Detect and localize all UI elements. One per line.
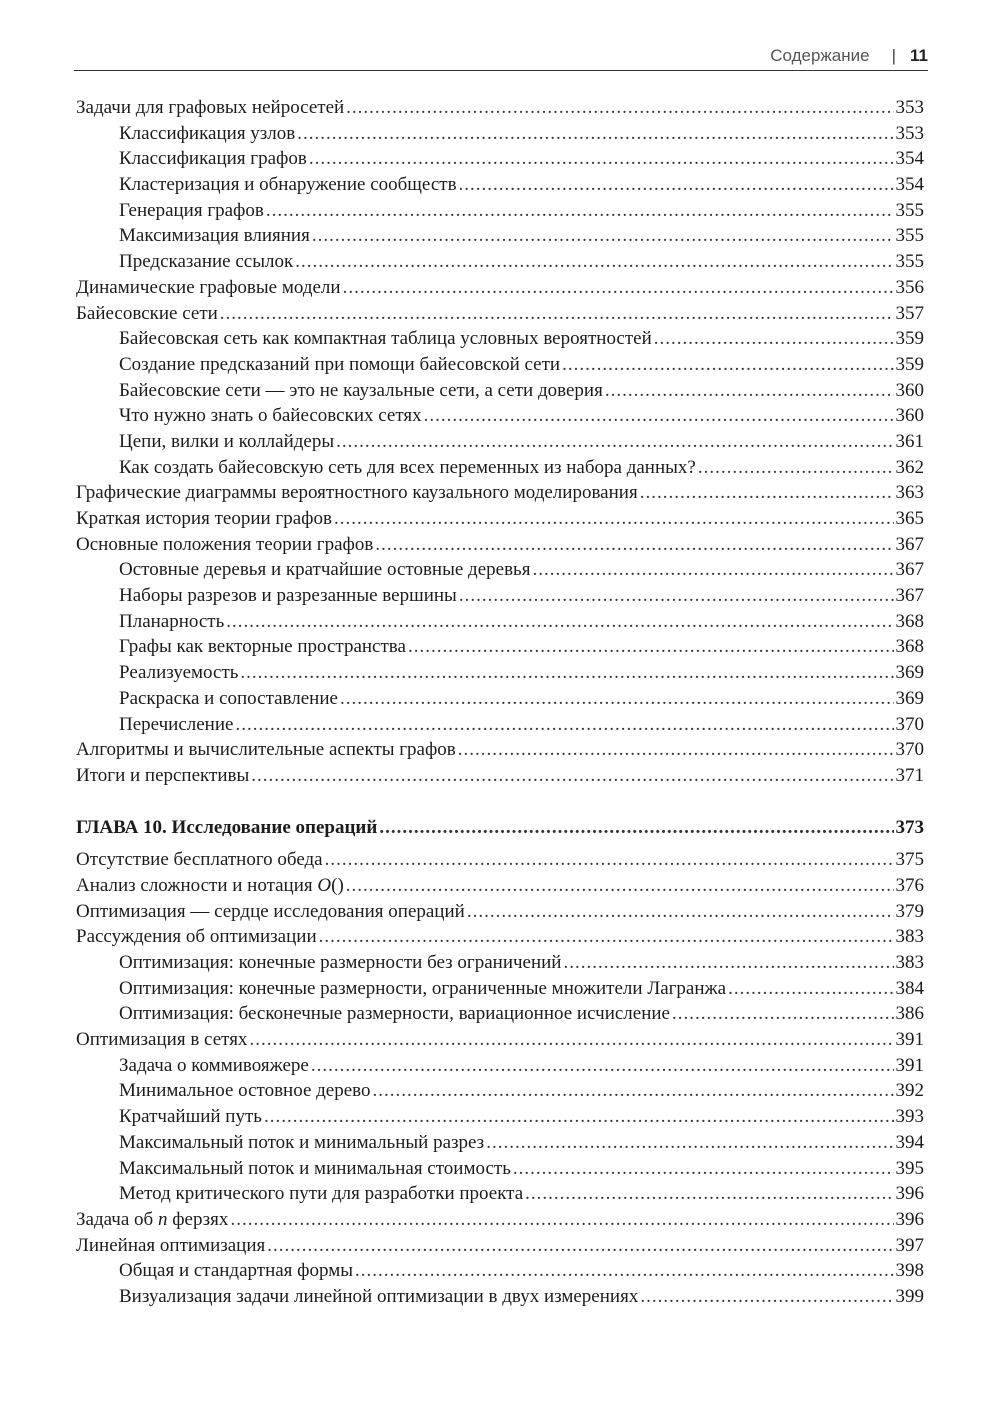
toc-leader-dots bbox=[486, 1130, 893, 1156]
toc-entry-page: 393 bbox=[895, 1106, 924, 1128]
toc-entry-title: Краткая история теории графов bbox=[76, 508, 332, 529]
toc-leader-dots bbox=[334, 506, 894, 532]
toc-entry bbox=[76, 429, 924, 455]
toc-leader-dots bbox=[459, 583, 894, 609]
toc-entry-page: 396 bbox=[895, 1208, 924, 1230]
toc-leader-dots bbox=[340, 686, 894, 712]
toc-leader-dots bbox=[654, 326, 894, 352]
toc-entry bbox=[76, 583, 924, 609]
toc-leader-dots bbox=[267, 1233, 893, 1259]
toc-entry-title: Оптимизация — сердце исследования операций bbox=[76, 900, 465, 922]
toc-entry-title: Линейная оптимизация bbox=[76, 1234, 266, 1256]
toc-entry bbox=[76, 712, 924, 738]
toc-entry-page: 383 bbox=[895, 952, 924, 973]
toc-entry-page: 362 bbox=[895, 456, 924, 478]
toc-entry-page: 370 bbox=[895, 713, 924, 735]
toc-leader-dots bbox=[563, 950, 893, 976]
toc-leader-dots bbox=[311, 1053, 894, 1079]
toc-entry-page: 360 bbox=[895, 379, 924, 401]
toc-entry-page: 355 bbox=[895, 225, 924, 247]
toc-entry-page: 363 bbox=[895, 482, 924, 504]
toc-leader-dots bbox=[698, 455, 894, 481]
toc-entry bbox=[76, 976, 924, 1002]
toc-entry-page: 371 bbox=[895, 764, 924, 786]
toc-entry-page: 359 bbox=[895, 353, 924, 375]
toc-entry bbox=[76, 403, 924, 429]
toc-entry-title: Байесовская сеть как компактная таблица условных вероятностей bbox=[119, 328, 652, 350]
toc-leader-dots bbox=[249, 1027, 893, 1053]
toc-leader-dots bbox=[325, 847, 894, 873]
toc-leader-dots bbox=[513, 1156, 894, 1182]
toc-entry-title: Оптимизация: конечные размерности, ограниченные множители Лагранжа bbox=[119, 977, 727, 999]
toc-entry bbox=[76, 223, 924, 249]
toc-entry bbox=[76, 1130, 924, 1156]
toc-entry-title: Перечисление bbox=[119, 713, 234, 735]
toc-entry bbox=[76, 557, 924, 583]
toc-entry bbox=[76, 121, 924, 147]
toc-entry-title: Алгоритмы и вычислительные аспекты графов bbox=[76, 739, 456, 761]
header-separator: | bbox=[891, 46, 897, 65]
toc-entry-page: 353 bbox=[895, 122, 924, 144]
toc-entry-title: Графы как векторные пространства bbox=[119, 636, 406, 658]
toc-entry-page: 397 bbox=[895, 1234, 924, 1256]
toc-leader-dots bbox=[424, 403, 894, 429]
toc-leader-dots bbox=[346, 873, 894, 899]
toc-entry-title: Байесовские сети — это не каузальные сети, а сети доверия bbox=[119, 379, 603, 401]
toc-entry-title: Динамические графовые модели bbox=[76, 276, 341, 298]
toc-entry bbox=[76, 847, 924, 873]
toc-entry bbox=[76, 609, 924, 635]
toc-entry-page: 399 bbox=[895, 1285, 924, 1307]
toc-entry-title: Раскраска и сопоставление bbox=[119, 687, 338, 709]
toc-entry bbox=[76, 378, 924, 404]
toc-leader-dots bbox=[672, 1001, 894, 1027]
toc-entry-title: Что нужно знать о байесовских сетях bbox=[119, 405, 422, 427]
toc-entry-page: 369 bbox=[895, 687, 924, 709]
toc-entry bbox=[76, 950, 924, 976]
toc-leader-dots bbox=[467, 899, 894, 925]
toc-entry-title: Максимизация влияния bbox=[119, 225, 310, 247]
toc-leader-dots bbox=[375, 532, 893, 558]
toc-entry-title: Максимальный поток и минимальный разрез bbox=[119, 1131, 485, 1153]
toc-entry-page: 368 bbox=[895, 610, 924, 632]
toc-entry-page: 379 bbox=[895, 900, 924, 922]
toc-entry bbox=[76, 1104, 924, 1130]
toc-entry-title: Предсказание ссылок bbox=[119, 251, 294, 273]
toc-entry-title: Кластеризация и обнаружение сообществ bbox=[119, 174, 457, 196]
toc-entry-title: Кратчайший путь bbox=[119, 1106, 262, 1128]
header-page-number: 11 bbox=[910, 46, 928, 65]
toc-leader-dots bbox=[220, 301, 894, 327]
toc-entry bbox=[76, 1078, 924, 1104]
toc-leader-dots bbox=[640, 1284, 893, 1310]
toc-entry bbox=[76, 506, 924, 532]
toc-entry bbox=[76, 1181, 924, 1207]
toc-entry-title: Минимальное остовное дерево bbox=[119, 1080, 371, 1102]
toc-entry-page: 383 bbox=[895, 926, 924, 948]
toc-entry-page: 355 bbox=[895, 251, 924, 273]
toc-leader-dots bbox=[379, 815, 893, 841]
toc-entry-page: 359 bbox=[895, 328, 924, 350]
toc-entry-page: 367 bbox=[895, 585, 924, 607]
toc-leader-dots bbox=[525, 1181, 893, 1207]
toc-chapter-entry bbox=[76, 815, 924, 841]
toc-entry bbox=[76, 1233, 924, 1259]
toc-entry bbox=[76, 326, 924, 352]
toc-entry-page: 375 bbox=[895, 849, 924, 871]
toc-entry bbox=[76, 172, 924, 198]
toc-entry-page: 353 bbox=[895, 97, 924, 118]
toc-entry-page: 367 bbox=[895, 559, 924, 581]
toc-entry bbox=[76, 95, 924, 121]
toc-entry bbox=[76, 1001, 924, 1027]
toc-entry-page: 394 bbox=[895, 1131, 924, 1153]
toc-entry bbox=[76, 1053, 924, 1079]
toc-entry bbox=[76, 763, 924, 789]
toc-leader-dots bbox=[355, 1258, 894, 1284]
toc-leader-dots bbox=[240, 660, 893, 686]
toc-leader-dots bbox=[230, 1207, 893, 1233]
toc-entry-title: Оптимизация: конечные размерности без ограничений bbox=[119, 952, 562, 973]
toc-entry bbox=[76, 249, 924, 275]
toc-entry-title: Общая и стандартная формы bbox=[119, 1260, 353, 1282]
toc-entry-title: ГЛАВА 10. Исследование операций bbox=[76, 816, 378, 838]
toc-entry-page: 367 bbox=[895, 533, 924, 555]
toc-entry-title: Графические диаграммы вероятностного каузального моделирования bbox=[76, 482, 638, 504]
toc-leader-dots bbox=[336, 429, 893, 455]
toc-entry bbox=[76, 146, 924, 172]
toc-entry bbox=[76, 352, 924, 378]
toc-entry-title: Основные положения теории графов bbox=[76, 533, 374, 555]
toc-entry bbox=[76, 1207, 924, 1233]
toc-entry-title: Классификация узлов bbox=[119, 122, 296, 144]
toc-entry-page: 365 bbox=[895, 508, 924, 529]
toc-entry bbox=[76, 924, 924, 950]
toc-entry-page: 356 bbox=[895, 276, 924, 298]
toc-entry-title: Как создать байесовскую сеть для всех переменных из набора данных? bbox=[119, 456, 696, 478]
toc-entry-title: Метод критического пути для разработки проекта bbox=[119, 1183, 524, 1205]
toc-leader-dots bbox=[343, 275, 894, 301]
toc-leader-dots bbox=[319, 924, 894, 950]
toc-leader-dots bbox=[408, 634, 894, 660]
toc-entry bbox=[76, 1027, 924, 1053]
toc-entry-title: Генерация графов bbox=[119, 199, 264, 221]
toc-leader-dots bbox=[459, 172, 894, 198]
toc-leader-dots bbox=[295, 249, 893, 275]
toc-entry bbox=[76, 634, 924, 660]
toc-entry-page: 398 bbox=[895, 1260, 924, 1282]
toc-entry bbox=[76, 455, 924, 481]
toc-leader-dots bbox=[309, 146, 894, 172]
header-section-title: Содержание bbox=[770, 46, 870, 65]
toc-entry-page: 384 bbox=[895, 977, 924, 999]
toc-entry bbox=[76, 532, 924, 558]
toc-entry-page: 360 bbox=[895, 405, 924, 427]
toc-entry-title: Наборы разрезов и разрезанные вершины bbox=[119, 585, 457, 607]
toc-entry-title: Оптимизация: бесконечные размерности, вариационное исчисление bbox=[119, 1003, 670, 1025]
toc-leader-dots bbox=[226, 609, 893, 635]
toc-leader-dots bbox=[266, 198, 894, 224]
toc-leader-dots bbox=[312, 223, 894, 249]
toc-entry-page: 392 bbox=[895, 1080, 924, 1102]
toc-entry-title: Задача об n ферзях bbox=[76, 1208, 229, 1230]
toc-leader-dots bbox=[562, 352, 893, 378]
toc-entry-title: Задача о коммивояжере bbox=[119, 1054, 309, 1076]
toc-entry bbox=[76, 873, 924, 899]
toc-entry bbox=[76, 686, 924, 712]
toc-entry bbox=[76, 1284, 924, 1310]
toc-entry-title: Классификация графов bbox=[119, 148, 307, 170]
toc-leader-dots bbox=[532, 557, 893, 583]
toc-leader-dots bbox=[264, 1104, 894, 1130]
toc-entry-page: 354 bbox=[895, 148, 924, 170]
toc-entry bbox=[76, 198, 924, 224]
header-inner bbox=[770, 46, 928, 66]
table-of-contents bbox=[76, 95, 924, 1310]
toc-leader-dots bbox=[346, 95, 893, 121]
toc-leader-dots bbox=[235, 712, 893, 738]
toc-leader-dots bbox=[640, 480, 894, 506]
toc-entry bbox=[76, 1156, 924, 1182]
toc-entry-page: 391 bbox=[895, 1054, 924, 1076]
toc-entry-title: Планарность bbox=[119, 610, 225, 632]
toc-entry bbox=[76, 660, 924, 686]
toc-entry-title: Реализуемость bbox=[119, 662, 239, 684]
toc-entry bbox=[76, 480, 924, 506]
toc-leader-dots bbox=[458, 737, 894, 763]
toc-entry-title: Остовные деревья и кратчайшие остовные деревья bbox=[119, 559, 531, 581]
toc-entry-page: 369 bbox=[895, 662, 924, 684]
toc-entry-title: Максимальный поток и минимальная стоимость bbox=[119, 1157, 511, 1179]
running-header bbox=[74, 46, 928, 71]
toc-entry-page: 357 bbox=[895, 302, 924, 324]
toc-entry-title: Анализ сложности и нотация O() bbox=[76, 874, 344, 896]
toc-entry-title: Байесовские сети bbox=[76, 302, 218, 324]
toc-leader-dots bbox=[373, 1078, 894, 1104]
toc-leader-dots bbox=[297, 121, 893, 147]
toc-entry-page: 370 bbox=[895, 739, 924, 761]
toc-entry-page: 361 bbox=[895, 430, 924, 452]
toc-entry-page: 376 bbox=[895, 874, 924, 896]
toc-entry-title: Задачи для графовых нейросетей bbox=[76, 97, 345, 118]
toc-entry-page: 396 bbox=[895, 1183, 924, 1205]
toc-entry bbox=[76, 1258, 924, 1284]
toc-entry-page: 354 bbox=[895, 174, 924, 196]
toc-entry bbox=[76, 737, 924, 763]
toc-entry-title: Оптимизация в сетях bbox=[76, 1029, 248, 1051]
toc-leader-dots bbox=[605, 378, 894, 404]
toc-entry-title: Отсутствие бесплатного обеда bbox=[76, 849, 323, 871]
toc-entry-title: Визуализация задачи линейной оптимизации в двух измерениях bbox=[119, 1285, 639, 1307]
toc-entry-page: 391 bbox=[895, 1029, 924, 1051]
toc-entry-title: Создание предсказаний при помощи байесовской сети bbox=[119, 353, 561, 375]
toc-leader-dots bbox=[251, 763, 893, 789]
toc-entry-page: 395 bbox=[895, 1157, 924, 1179]
toc-entry bbox=[76, 301, 924, 327]
toc-entry bbox=[76, 275, 924, 301]
toc-leader-dots bbox=[728, 976, 893, 1002]
toc-entry-title: Рассуждения об оптимизации bbox=[76, 926, 317, 948]
toc-entry-page: 368 bbox=[895, 636, 924, 658]
toc-entry bbox=[76, 899, 924, 925]
toc-entry-title: Цепи, вилки и коллайдеры bbox=[119, 430, 335, 452]
toc-entry-page: 355 bbox=[895, 199, 924, 221]
toc-entry-page: 386 bbox=[895, 1003, 924, 1025]
toc-entry-title: Итоги и перспективы bbox=[76, 764, 250, 786]
toc-entry-page: 373 bbox=[895, 816, 924, 838]
